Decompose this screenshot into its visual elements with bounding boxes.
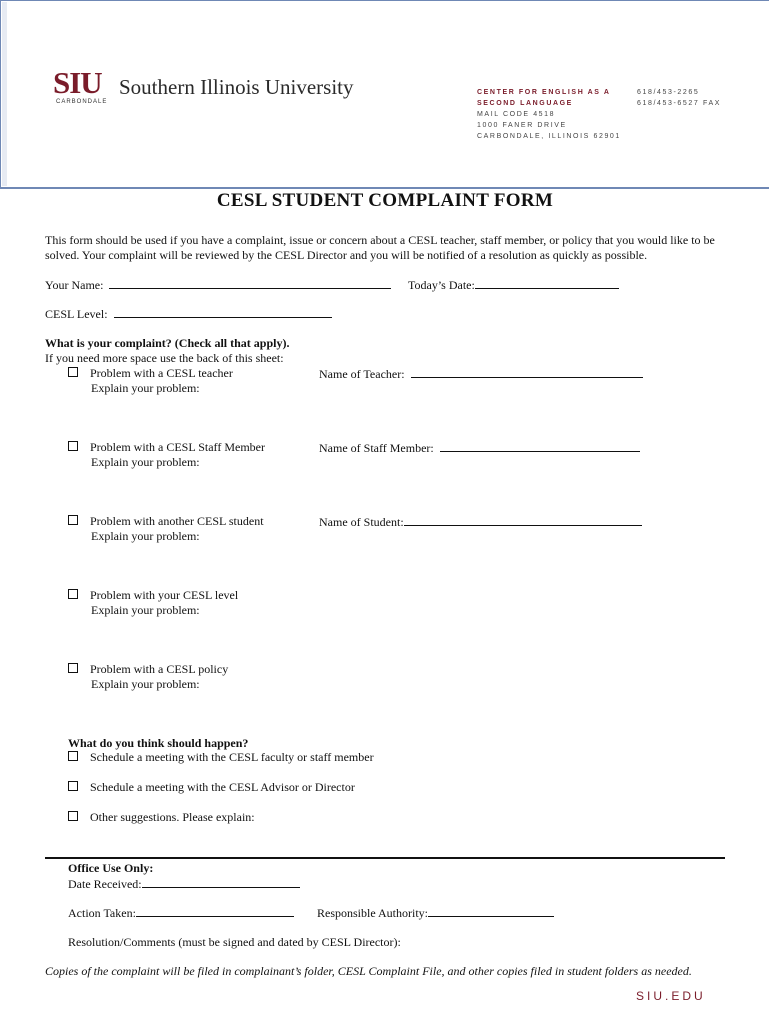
your-name-row [45, 277, 391, 293]
other-checkbox[interactable] [68, 811, 78, 821]
office-heading: Office Use Only: [68, 861, 154, 875]
phone-block [637, 87, 721, 109]
address-line: SECOND LANGUAGE [477, 100, 573, 107]
staff-name-label: Name of Staff Member: [319, 441, 434, 455]
complaint-label: Problem with a CESL Staff Member [90, 440, 265, 454]
complaint-heading: What is your complaint? (Check all that apply). [45, 336, 290, 350]
your-name-field[interactable] [109, 277, 391, 289]
responsible-field[interactable] [428, 905, 554, 917]
meeting-faculty-checkbox[interactable] [68, 751, 78, 761]
address-line: 1000 FANER DRIVE [477, 122, 567, 129]
cesl-level-field[interactable] [114, 306, 332, 318]
student-name-label: Name of Student: [319, 515, 404, 529]
teacher-name-label: Name of Teacher: [319, 367, 405, 381]
policy-checkbox[interactable] [68, 663, 78, 673]
address-line: CARBONDALE, ILLINOIS 62901 [477, 133, 621, 140]
todays-date-row [408, 277, 619, 293]
action-taken-field[interactable] [136, 905, 294, 917]
logo-subtitle: CARBONDALE [56, 99, 108, 105]
option-label: Schedule a meeting with the CESL faculty or staff member [90, 750, 374, 764]
cesl-level-row [45, 306, 332, 322]
fax-number: 618/453-6527 FAX [637, 100, 721, 107]
intro-paragraph: This form should be used if you have a complaint, issue or concern about a CESL teacher, staff member, or policy that you would like to be solved. Your complaint will be reviewed by the CESL Director and you will be notified of a resolution as quickly as possible. [45, 233, 715, 262]
complaint-label: Problem with a CESL teacher [90, 366, 233, 380]
action-taken-row [68, 905, 294, 921]
todays-date-label: Today’s Date: [408, 278, 475, 292]
logo-mark: SIU [53, 65, 102, 100]
complaint-item-staff [68, 440, 265, 455]
date-received-field[interactable] [142, 876, 300, 888]
complaint-label: Problem with another CESL student [90, 514, 264, 528]
explain-label: Explain your problem: [91, 381, 200, 395]
complaint-item-policy [68, 662, 228, 677]
teacher-name-field[interactable] [411, 366, 643, 378]
complaint-item-student [68, 514, 264, 529]
option-label: Schedule a meeting with the CESL Advisor or Director [90, 780, 355, 794]
letterhead-shade [2, 2, 7, 186]
address-line: MAIL CODE 4518 [477, 111, 556, 118]
cesl-level-label: CESL Level: [45, 307, 108, 321]
option-meeting-faculty [68, 750, 374, 765]
responsible-label: Responsible Authority: [317, 906, 428, 920]
complaint-item-level [68, 588, 238, 603]
office-divider [45, 857, 725, 859]
footnote: Copies of the complaint will be filed in complainant’s folder, CESL Complaint File, and other copies filed in student folders as needed. [45, 964, 692, 978]
option-label: Other suggestions. Please explain: [90, 810, 255, 824]
should-happen-heading: What do you think should happen? [68, 736, 249, 750]
option-other [68, 810, 255, 825]
phone-number: 618/453-2265 [637, 89, 700, 96]
siu-edu-footer: SIU.EDU [636, 989, 706, 1003]
complaint-label: Problem with your CESL level [90, 588, 239, 602]
complaint-label: Problem with a CESL policy [90, 662, 229, 676]
resolution-label: Resolution/Comments (must be signed and dated by CESL Director): [68, 935, 401, 949]
responsible-row [317, 905, 554, 921]
explain-label: Explain your problem: [91, 455, 200, 469]
explain-label: Explain your problem: [91, 529, 200, 543]
date-received-row [68, 876, 300, 892]
explain-label: Explain your problem: [91, 677, 200, 691]
form-title: CESL STUDENT COMPLAINT FORM [216, 190, 554, 211]
staff-name-field[interactable] [440, 440, 640, 452]
student-checkbox[interactable] [68, 515, 78, 525]
student-name-row [319, 514, 642, 530]
teacher-checkbox[interactable] [68, 367, 78, 377]
letterhead [0, 0, 769, 189]
level-checkbox[interactable] [68, 589, 78, 599]
address-block [477, 87, 621, 142]
logo-name: Southern Illinois University [119, 75, 354, 99]
student-name-field[interactable] [404, 514, 642, 526]
date-received-label: Date Received: [68, 877, 142, 891]
complaint-item-teacher [68, 366, 233, 381]
option-meeting-director [68, 780, 355, 795]
address-line: CENTER FOR ENGLISH AS A [477, 89, 611, 96]
staff-checkbox[interactable] [68, 441, 78, 451]
your-name-label: Your Name: [45, 278, 104, 292]
teacher-name-row [319, 366, 643, 382]
explain-label: Explain your problem: [91, 603, 200, 617]
action-taken-label: Action Taken: [68, 906, 136, 920]
staff-name-row [319, 440, 640, 456]
todays-date-field[interactable] [475, 277, 619, 289]
complaint-note: If you need more space use the back of this sheet: [45, 351, 284, 365]
meeting-director-checkbox[interactable] [68, 781, 78, 791]
